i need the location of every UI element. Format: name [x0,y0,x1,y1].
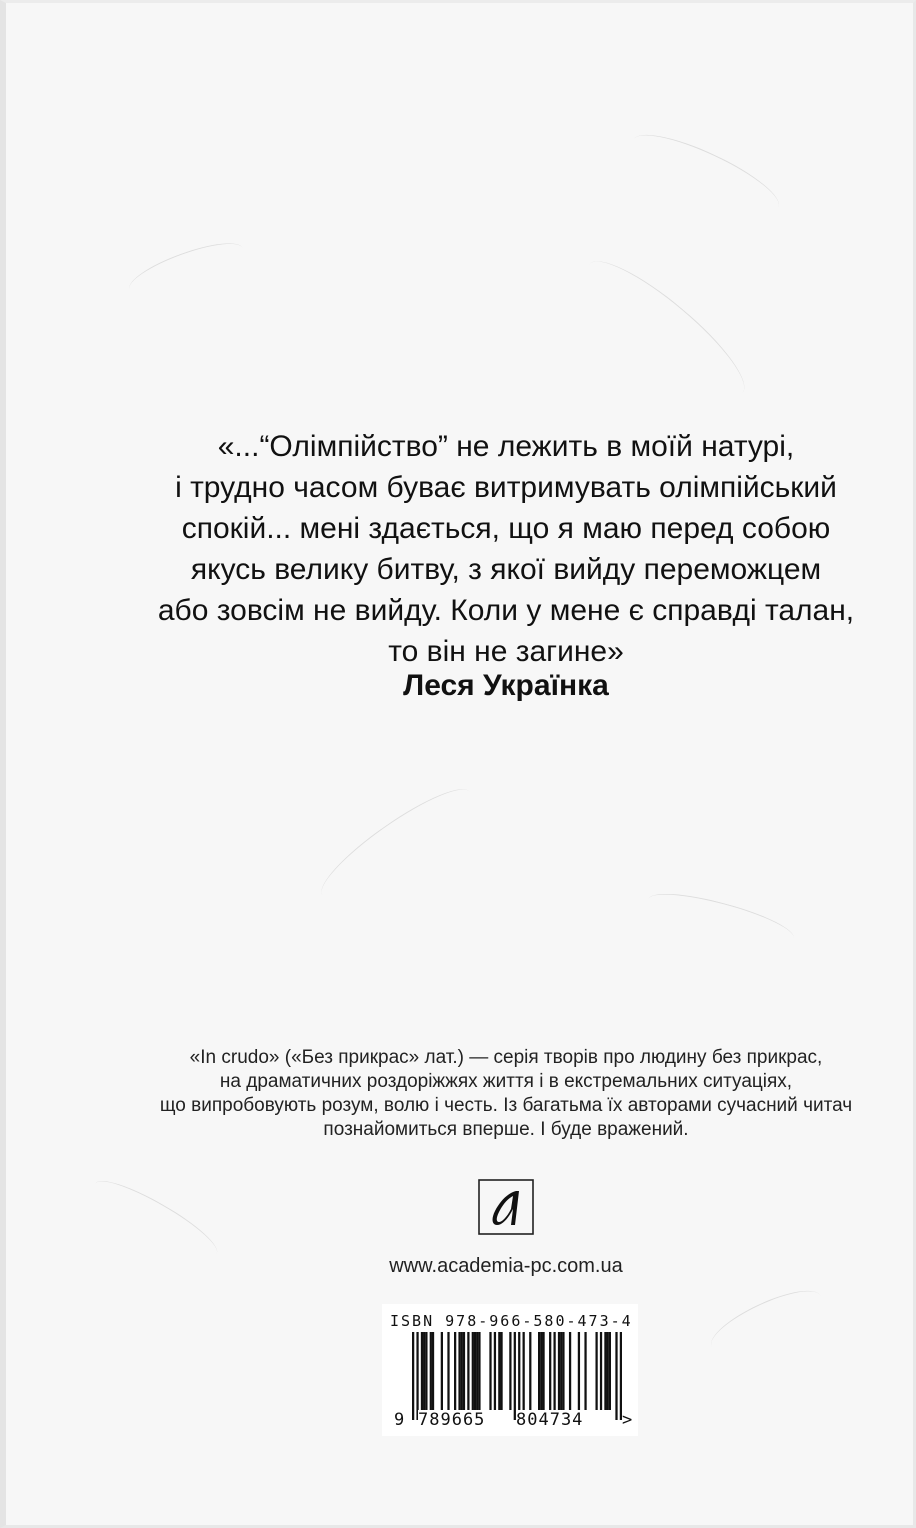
barcode-bar [558,1332,560,1410]
ean-first-digit: 9 [394,1410,406,1430]
barcode-bar [463,1332,465,1410]
paper-fiber [625,121,787,226]
isbn-label: ISBN 978-966-580-473-4 [390,1312,633,1330]
barcode-bar [489,1332,491,1410]
barcode-bar [538,1332,540,1410]
description-line: «In crudo» («Без прикрас» лат.) — серія творів про людину без прикрас, [189,1047,823,1068]
barcode [412,1332,622,1420]
barcode-bar [430,1332,432,1410]
isbn-barcode-panel [382,1304,638,1436]
barcode-bar [523,1332,525,1410]
quote-line: спокій... мені здається, що я маю перед собою [181,512,831,545]
series-description [106,1046,906,1142]
ean-right-group: 804734 [516,1410,584,1430]
barcode-bar [569,1332,571,1410]
barcode-bar [461,1332,463,1410]
paper-fiber [645,884,798,953]
barcode-bar [549,1332,551,1410]
barcode-bar [604,1332,606,1410]
barcode-bar [432,1332,434,1410]
barcode-bar [478,1332,480,1410]
quote-author: Леся Українка [403,669,609,702]
barcode-bar [560,1332,562,1410]
barcode-bar [441,1332,443,1410]
barcode-bar [609,1332,611,1410]
quote-line: якусь велику битву, з якої вийду переможцем [190,553,822,586]
paper-fiber [573,245,759,413]
barcode-bar [509,1332,511,1410]
barcode-bar [578,1332,580,1410]
barcode-bar [412,1332,414,1420]
barcode-bar [472,1332,474,1410]
barcode-bar [498,1332,500,1410]
barcode-bar [421,1332,423,1410]
publisher-website: www.academia-pc.com.ua [389,1255,623,1277]
paper-fiber [88,1170,225,1267]
barcode-bar [458,1332,460,1410]
barcode-bar [416,1332,418,1420]
barcode-bar [600,1332,602,1410]
barcode-bar [542,1332,544,1410]
quote-line: то він не загине» [388,635,624,668]
barcode-bar [474,1332,476,1410]
barcode-bar [620,1332,622,1420]
epigraph-quote [96,426,916,672]
ean-quiet-zone-marker: > [622,1410,634,1430]
barcode-bar [447,1332,449,1410]
barcode-bar [595,1332,597,1410]
quote-line: або зовсім не вийду. Коли у мене є справді талан, [157,594,855,627]
barcode-bar [529,1332,531,1410]
ean-left-group: 789665 [418,1410,486,1430]
barcode-bar [584,1332,586,1410]
publisher-logo-icon [478,1179,534,1235]
barcode-bar [607,1332,609,1410]
barcode-bar [562,1332,564,1410]
quote-line: «...“Олімпійство” не лежить в моїй натурі, [217,430,795,463]
barcode-bar [514,1332,516,1420]
paper-fiber [704,1279,828,1362]
barcode-bar [553,1332,555,1410]
barcode-bar [615,1332,617,1420]
description-line: на драматичних роздоріжжях життя і в екстремальних ситуаціях, [219,1071,793,1092]
barcode-bar [454,1332,456,1410]
barcode-bar [518,1332,520,1420]
paper-fiber [124,233,247,303]
barcode-bar [540,1332,542,1410]
barcode-bar [500,1332,502,1410]
barcode-bar [494,1332,496,1410]
barcode-bar [467,1332,469,1410]
barcode-bar [425,1332,427,1410]
description-line: познайомиться вперше. І буде вражений. [323,1119,689,1140]
paper-fiber [311,775,482,912]
description-line: що випробовують розум, волю і честь. Із багатьма їх авторами сучасний читач [159,1095,853,1116]
barcode-bar [476,1332,478,1410]
barcode-bar [423,1332,425,1410]
quote-line: і трудно часом буває витримувать олімпійський [175,471,837,504]
